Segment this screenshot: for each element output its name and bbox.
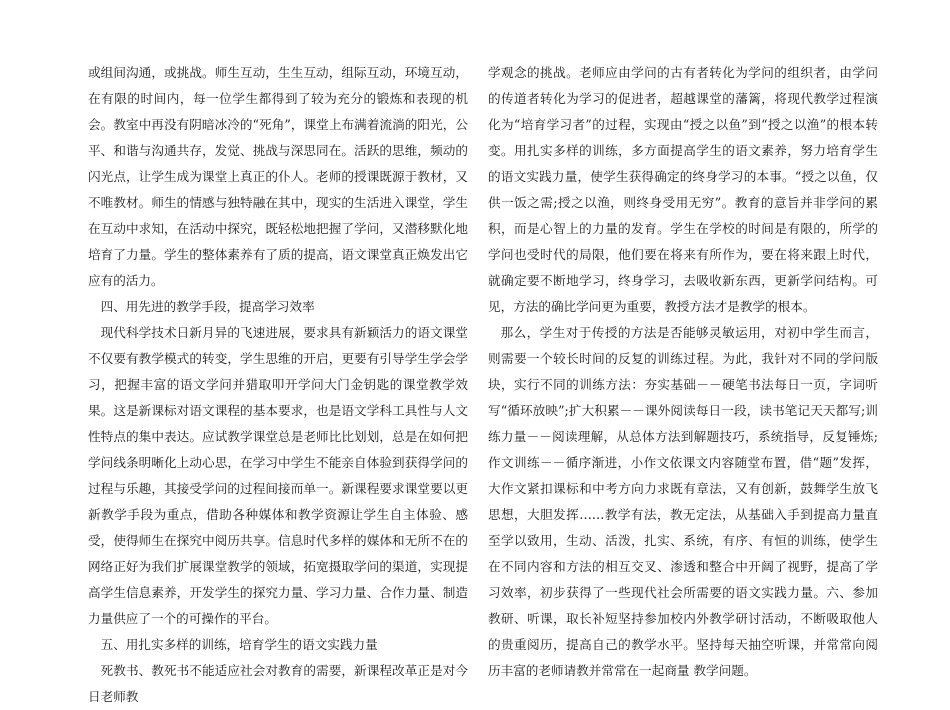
paragraph-training-methods: 那么，学生对于传授的方法是否能够灵敏运用，对初中学生而言，则需要一个较长时间的反复的训练过程。为此，我针对不同的学问版块，实行不同的训练方法：夯实基础－－硬笔书法每日一页，字词听写“循环放映”;扩大积累－－课外阅读每日一段，读书笔记天天都写;训练力量－－阅读理解，从总体方法到解题技巧，系统指导，反复锤炼;作文训练－－循序渐进，小作文依课文内容随堂布置，借“题”发挥，大作文紧扣课标和中考方向力求既有章法，又有创新，鼓舞学生放飞思想，大胆发挥……教学有法，教无定法，从基础入手到提高力量直至学以致用，生动、活泼，扎实、系统，有序、有恒的训练，使学生在不同内容和方法的相互交叉、渗透和整合中开阔了视野，提高了学习效率，初步获得了一些现代社会所需要的语文实践力量。六、参加教研、听课，取长补短坚持参加校内外教学研讨活动，不断吸取他人的贵重阅历，提高自己的教学水平。坚持每天抽空听课，并常常向阅历丰富的老师请教并常常在一起商量 教学问题。: [488, 325, 878, 678]
section-heading-four: 四、用先进的教学手段，提高学习效率: [100, 299, 315, 314]
paragraph-teaching-methods: 现代科学技术日新月异的飞速进展，要求具有新颖活力的语文课堂不仅要有教学模式的转变，学生思维的开启，更要有引导学生学会学习，把握丰富的语文学问并猎取叩开学问大门金钥匙的课堂教学效果。这是新课标对语文课程的基本要求，也是语文学科工具性与人文性特点的集中表达。应试教学课堂总是老师比比划划，总是在如何把学问线条明晰化上动心思，在学习中学生不能亲自体验到获得学问的过程与乐趣，其接受学问的过程间接而单一。新课程要求课堂要以更新教学手段为重点，借助各种媒体和教学资源让学生自主体验、感受，使得师生在探究中阅历共享。信息时代多样的媒体和无所不在的网络正好为我们扩展课堂教学的领域，拓宽摄取学问的渠道，实现提高学生信息素养，开发学生的探究力量、学习力量、合作力量、制造力量供应了一个的可操作的平台。: [88, 325, 468, 626]
right-column: [488, 60, 878, 684]
paragraph-teaching-concept: 学观念的挑战。老师应由学问的古有者转化为学问的组织者，由学问的传道者转化为学习的促进者，超越课堂的藩篱，将现代教学过程演化为“培育学习者”的过程，实现由“授之以鱼”到“授之以渔”的根本转变。用扎实多样的训练，多方面提高学生的语文素养，努力培育学生的语文实践力量，使学生获得确定的终身学习的本事。“授之以鱼，仅供一饭之需;授之以渔，则终身受用无穷”。教育的意旨并非学问的累积，而是心智上的力量的发育。学生在学校的时间是有限的，所学的学问也受时代的局限，他们要在将来有所作为，要在将来跟上时代，就确定要不断地学习，终身学习，去吸收新东西，更新学问结构。可见，方法的确比学问更为重要，教授方法才是教学的根本。: [488, 65, 878, 314]
paragraph-training-intro: 死教书、教死书不能适应社会对教育的需要，新课程改革正是对今日老师教: [88, 663, 468, 704]
section-heading-five: 五、用扎实多样的训练，培育学生的语文实践力量: [100, 637, 378, 652]
paragraph-classroom-interaction: 或组间沟通，或挑战。师生互动，生生互动，组际互动，环境互动，在有限的时间内，每一位学生都得到了较为充分的锻炼和表现的机会。教室中再没有阴暗冰冷的“死角”，课堂上布满着流淌的阳光，公平、和谐与沟通共存，发觉、挑战与深思同在。活跃的思维，频动的闪光点，让学生成为课堂上真正的仆人。老师的授课既源于教材，又不唯教材。师生的情感与独特融在其中，现实的生活进入课堂，学生在互动中求知，在活动中探究，既轻松地把握了学问，又潜移默化地培育了力量。学生的整体素养有了质的提高，语文课堂真正焕发出它应有的活力。: [88, 65, 468, 288]
left-column: [88, 60, 468, 710]
